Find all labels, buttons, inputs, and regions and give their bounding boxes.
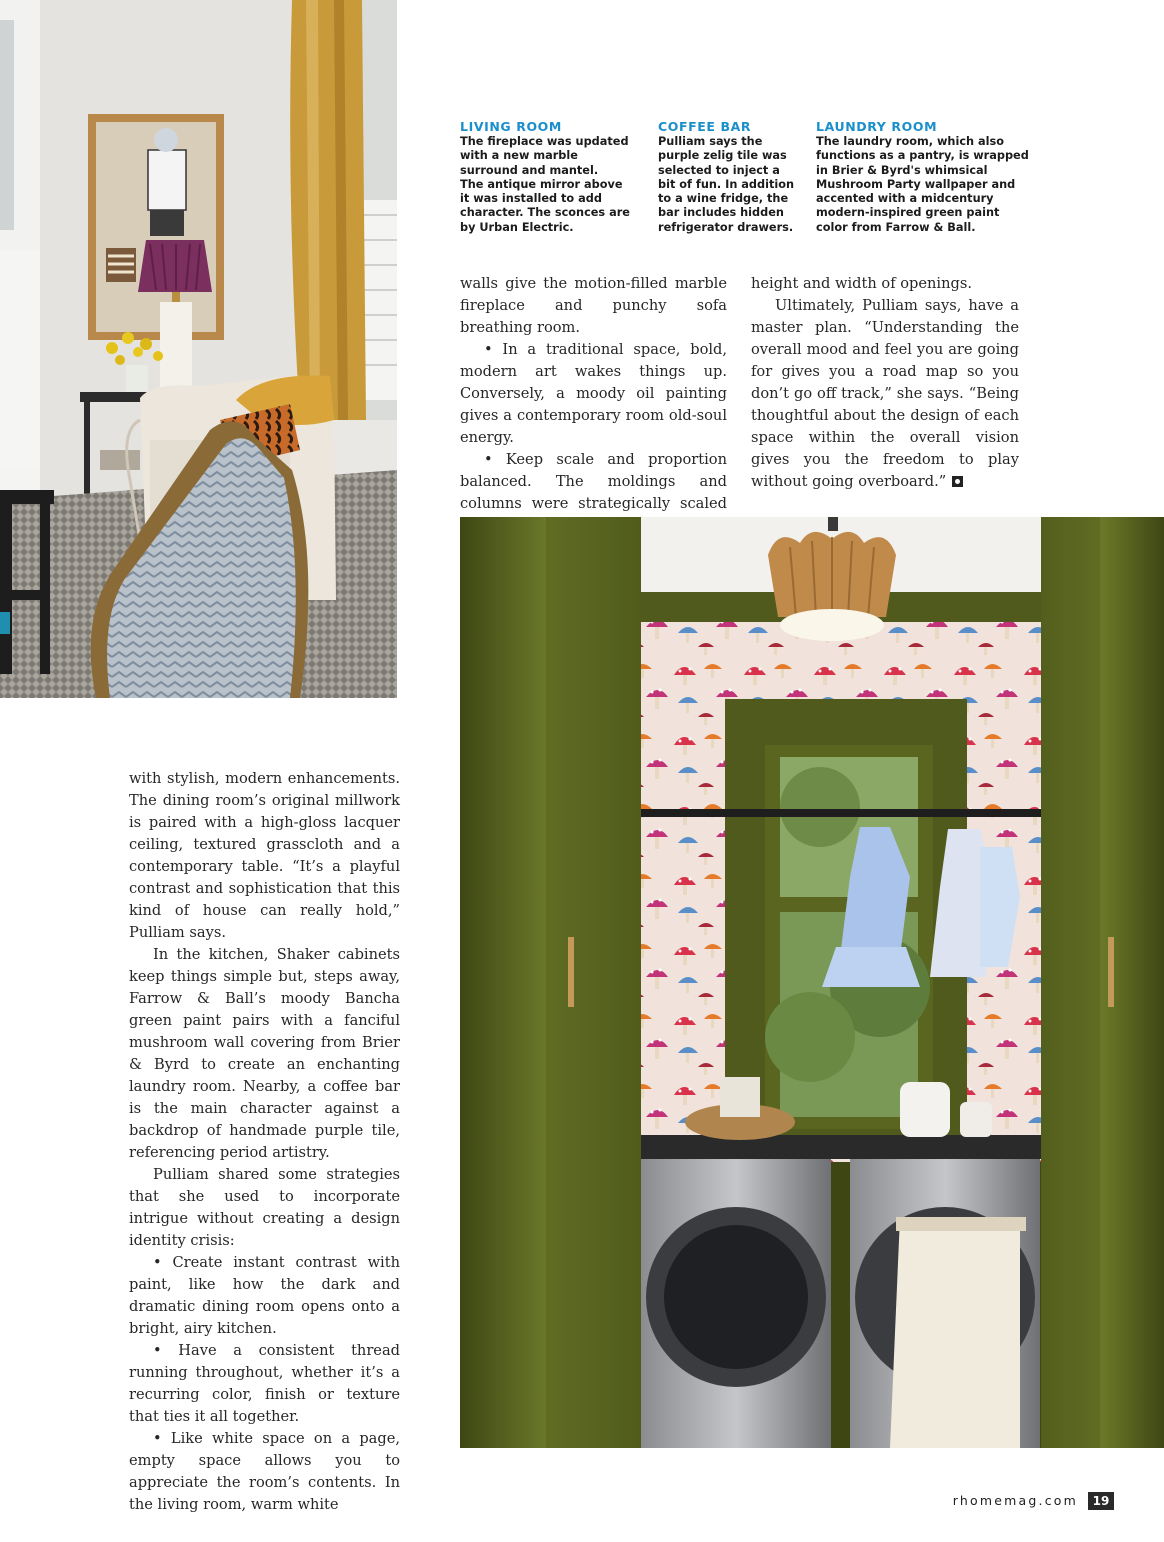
caption-line: accented with a midcentury — [816, 192, 994, 206]
caption-coffee-bar — [658, 119, 808, 235]
caption-line: The antique mirror above — [460, 177, 623, 191]
caption-line: to a wine fridge, the — [658, 192, 789, 206]
caption-text — [816, 135, 1046, 235]
paragraph: • Keep scale and proportion balanced. The moldings and columns were strategically scaled — [460, 451, 727, 512]
caption-line: purple zelig tile was — [658, 149, 787, 163]
article-column-middle — [460, 273, 727, 537]
paragraph: Pulliam shared some strategies that she used to incorporate intrigue without creating a design identity crisis: — [129, 1166, 400, 1249]
article-column-left — [129, 768, 400, 1516]
caption-text — [460, 135, 640, 235]
caption-line: functions as a pantry, is wrapped — [816, 149, 1029, 163]
caption-text — [658, 135, 808, 235]
paragraph: with stylish, modern enhancements. The dining room’s original millwork is paired with a high-gloss lacquer ceiling, textured grasscloth and a contemporary table. “It’s a playful contrast and sophistication that this kind of house can really hold,” Pulliam says. — [129, 770, 400, 941]
site-url: rhomemag.com — [952, 1493, 1078, 1508]
caption-line: surround and mantel. — [460, 163, 599, 177]
caption-line: The fireplace was updated — [460, 135, 629, 148]
paragraph — [751, 295, 1019, 493]
paragraph: In the kitchen, Shaker cabinets keep things simple but, steps away, Farrow & Ball’s moody Bancha green paint pairs with a fanciful mushroom wall covering from Brier & Byrd to create an enchanting laundry room. Nearby, a coffee bar is the main character against a backdrop of handmade purple tile, referencing period artistry. — [129, 946, 400, 1161]
paragraph: • Create instant contrast with paint, like how the dark and dramatic dining room opens onto a bright, airy kitchen. — [129, 1254, 400, 1337]
caption-line: bit of fun. In addition — [658, 177, 795, 191]
caption-line: with a new marble — [460, 149, 578, 163]
laundry-room-photo — [460, 517, 1164, 1448]
caption-line: bar includes hidden — [658, 206, 784, 220]
page-number: 19 — [1088, 1492, 1114, 1510]
caption-line: color from Farrow & Ball. — [816, 220, 976, 234]
caption-line: selected to inject a — [658, 163, 780, 177]
caption-heading: COFFEE BAR — [658, 119, 752, 134]
caption-laundry-room — [816, 119, 1046, 235]
article-column-right — [751, 273, 1019, 493]
caption-line: character. The sconces are — [460, 206, 630, 220]
caption-line: Mushroom Party wallpaper and — [816, 177, 1016, 191]
paragraph-text: Ultimately, Pulliam says, have a master plan. “Understanding the overall mood and feel you are going for gives you a road map so you don’t go off track,” she says. “Being thoughtful about the design of each space within the overall vision gives you the freedom to play without going overboard.” — [751, 297, 1019, 490]
paragraph: height and width of openings. — [751, 275, 972, 292]
end-of-article-icon — [952, 476, 963, 487]
living-room-photo — [0, 0, 397, 698]
caption-line: in Brier & Byrd's whimsical — [816, 163, 988, 177]
caption-line: modern-inspired green paint — [816, 206, 1000, 220]
caption-line: it was installed to add — [460, 192, 602, 206]
caption-line: The laundry room, which also — [816, 135, 1004, 148]
caption-line: Pulliam says the — [658, 135, 763, 148]
paragraph: walls give the motion-filled marble fireplace and punchy sofa breathing room. — [460, 275, 727, 336]
caption-line: refrigerator drawers. — [658, 220, 794, 234]
paragraph: • In a traditional space, bold, modern art wakes things up. Conversely, a moody oil painting gives a contemporary room old-soul energy. — [460, 341, 727, 446]
paragraph: • Like white space on a page, empty space allows you to appreciate the room’s contents. In the living room, warm white — [129, 1430, 400, 1513]
caption-living-room — [460, 119, 640, 235]
caption-line: by Urban Electric. — [460, 220, 574, 234]
caption-heading: LIVING ROOM — [460, 119, 562, 134]
caption-heading: LAUNDRY ROOM — [816, 119, 938, 134]
paragraph: • Have a consistent thread running throughout, whether it’s a recurring color, finish or texture that ties it all together. — [129, 1342, 400, 1425]
